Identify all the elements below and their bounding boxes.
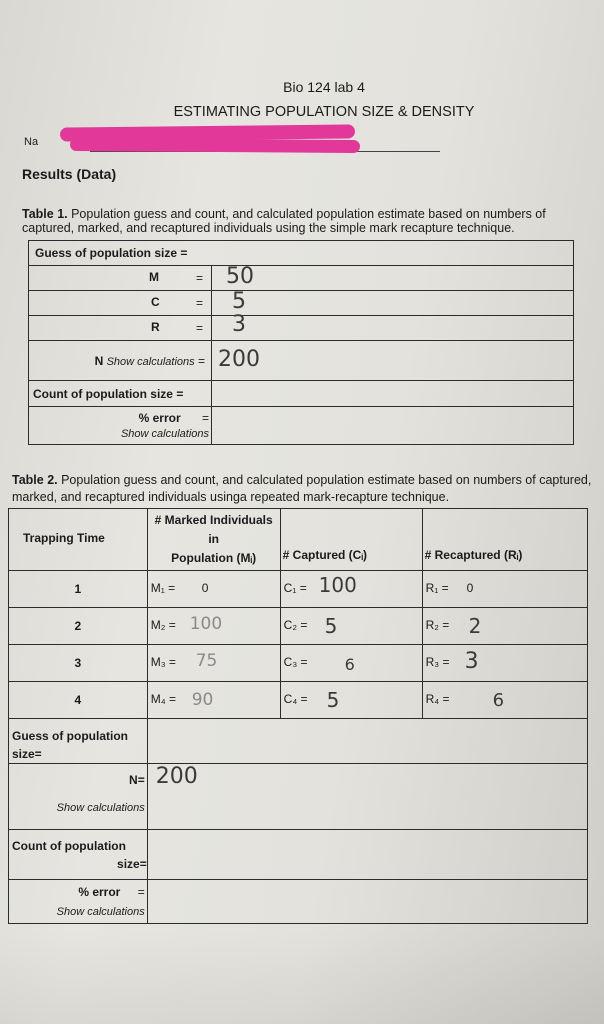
t2-c-2[interactable]: [280, 608, 422, 645]
t2-r-2[interactable]: [422, 608, 587, 645]
t2-time-4: 4: [9, 682, 148, 719]
page-shadow: [0, 930, 604, 1024]
table2: [8, 508, 588, 924]
t2-count-cell: [9, 830, 148, 880]
table1-row-m-value[interactable]: [212, 266, 574, 291]
r-label: R: [151, 320, 160, 334]
t2-c-label-1: C₁ =: [283, 581, 307, 595]
c-label: C: [151, 295, 160, 309]
table1-row-c-label: [29, 291, 212, 316]
t2-m-2[interactable]: [147, 608, 280, 645]
t2-count-value[interactable]: [147, 830, 587, 880]
n-eq: =: [198, 353, 206, 368]
t2-n-label: N=: [129, 773, 145, 787]
t2-guess-value[interactable]: [147, 719, 587, 764]
m-value: 50: [226, 264, 255, 289]
t2-c-label-3: C₃ =: [283, 655, 308, 669]
t2-error-calc-label: Show calculations: [56, 905, 145, 918]
t2-time-3: 3: [9, 645, 148, 682]
t2-error-cell: [9, 880, 148, 924]
table1-row-c-value[interactable]: [212, 291, 574, 316]
t2-m-val-2: 100: [189, 614, 223, 634]
t2-row-2: [9, 608, 588, 645]
name-label: Na: [24, 136, 39, 148]
table2-caption: [12, 472, 594, 506]
table2-caption-text: Population guess and count, and calculated population estimate based on numbers of captured, marked, and recaptured individuals usinga repeated mark-recapture technique.: [12, 473, 592, 504]
c-value: 5: [232, 289, 247, 314]
t2-col-marked-line3: Population (Mᵢ): [171, 551, 257, 565]
t2-col-recaptured: # Recaptured (Rᵢ): [422, 509, 587, 571]
t2-error-label: % error: [78, 884, 121, 899]
t2-guess-label: [9, 719, 148, 764]
t2-guess-line1: Guess of population: [12, 729, 128, 743]
t2-n-cell: [9, 764, 148, 830]
t2-m-label-1: M₁ =: [150, 581, 176, 595]
t2-m-val-1: 0: [201, 581, 209, 595]
t2-c-val-1: 100: [318, 573, 357, 597]
t2-m-label-2: M₂ =: [150, 618, 176, 632]
t2-c-label-2: C₂ =: [283, 618, 308, 632]
t2-m-label-4: M₄ =: [150, 692, 176, 706]
m-label: M: [149, 270, 159, 284]
t2-error-value[interactable]: [147, 880, 587, 924]
n-value: 200: [218, 347, 261, 372]
t2-m-label-3: M₃ =: [150, 655, 176, 669]
t2-m-4[interactable]: [147, 682, 280, 719]
t2-m-3[interactable]: [147, 645, 280, 682]
t2-col-captured: # Captured (Cᵢ): [280, 509, 422, 571]
t2-r-val-4: 6: [492, 690, 505, 711]
t2-col-time: Trapping Time: [9, 509, 148, 571]
page-title: ESTIMATING POPULATION SIZE & DENSITY: [173, 104, 475, 120]
t2-row-1: [9, 571, 588, 608]
error-label: % error: [138, 410, 181, 425]
t2-count-line2: size=: [117, 856, 147, 871]
t2-row-3: [9, 645, 588, 682]
t2-r-label-4: R₄ =: [425, 692, 450, 706]
table1-error-value[interactable]: [212, 407, 574, 445]
t2-m-1[interactable]: [147, 571, 280, 608]
t2-time-2: 2: [9, 608, 148, 645]
t2-c-label-4: C₄ =: [283, 692, 308, 706]
t2-c-val-2: 5: [324, 614, 338, 638]
t2-guess-line2: size=: [12, 747, 42, 761]
t2-r-val-3: 3: [464, 649, 479, 674]
error-calc-label: Show calculations: [120, 427, 210, 440]
t2-c-val-3: 6: [344, 655, 355, 674]
results-heading: Results (Data): [22, 166, 117, 182]
table1-row-r-label: [29, 316, 212, 341]
table1-count-label: Count of population size =: [29, 381, 212, 407]
t2-c-4[interactable]: [280, 682, 422, 719]
table1-row-r-value[interactable]: [212, 312, 574, 341]
t2-r-label-1: R₁ =: [425, 581, 449, 595]
t2-r-val-1: 0: [466, 581, 474, 595]
t2-row-4: [9, 682, 588, 719]
t2-c-3[interactable]: [280, 645, 422, 682]
t2-error-eq: =: [137, 884, 145, 899]
r-value: 3: [232, 312, 247, 337]
t2-r-4[interactable]: [422, 682, 587, 719]
t2-col-marked: [147, 509, 280, 571]
table1-error-cell: [29, 407, 212, 445]
t2-r-val-2: 2: [468, 614, 482, 638]
table1-caption-label: Table 1.: [22, 207, 68, 221]
table1-count-value[interactable]: [212, 381, 574, 407]
t2-r-1[interactable]: [422, 571, 587, 608]
t2-n-calc-label: Show calculations: [56, 802, 145, 814]
table1-row-m-label: [29, 266, 212, 291]
t2-r-label-2: R₂ =: [425, 618, 450, 632]
course-label: Bio 124 lab 4: [283, 79, 365, 95]
t2-c-val-4: 5: [326, 688, 340, 712]
r-eq: =: [196, 321, 204, 335]
t2-m-val-4: 90: [191, 690, 214, 710]
table1-guess-value[interactable]: [212, 241, 574, 266]
t2-col-marked-line1: # Marked Individuals: [154, 513, 273, 527]
table1-n-label-cell: [29, 341, 212, 381]
t2-n-value-cell[interactable]: [147, 764, 587, 830]
t2-col-marked-line2: in: [208, 532, 220, 546]
t2-r-label-3: R₃ =: [425, 655, 450, 669]
c-eq: =: [196, 296, 204, 310]
t2-m-val-3: 75: [195, 651, 218, 671]
t2-n-value: 200: [155, 764, 198, 789]
t2-time-1: 1: [9, 571, 148, 608]
m-eq: =: [196, 271, 204, 285]
n-label: N: [94, 353, 104, 368]
table1-n-value[interactable]: [212, 341, 574, 381]
table1-caption-text: Population guess and count, and calculated population estimate based on numbers of captured, marked, and recaptured individuals using the simple mark recapture technique.: [22, 207, 546, 235]
t2-r-3[interactable]: [422, 645, 587, 682]
t2-count-line1: Count of population: [12, 838, 126, 853]
name-redaction-2: [70, 138, 360, 153]
t2-c-1[interactable]: [280, 571, 422, 608]
table1: [28, 240, 574, 445]
error-eq: =: [202, 410, 210, 425]
table2-caption-label: Table 2.: [12, 473, 58, 487]
table1-caption: [22, 207, 590, 235]
n-calc-label: Show calculations: [106, 355, 195, 368]
table1-guess-label: Guess of population size =: [29, 241, 212, 266]
